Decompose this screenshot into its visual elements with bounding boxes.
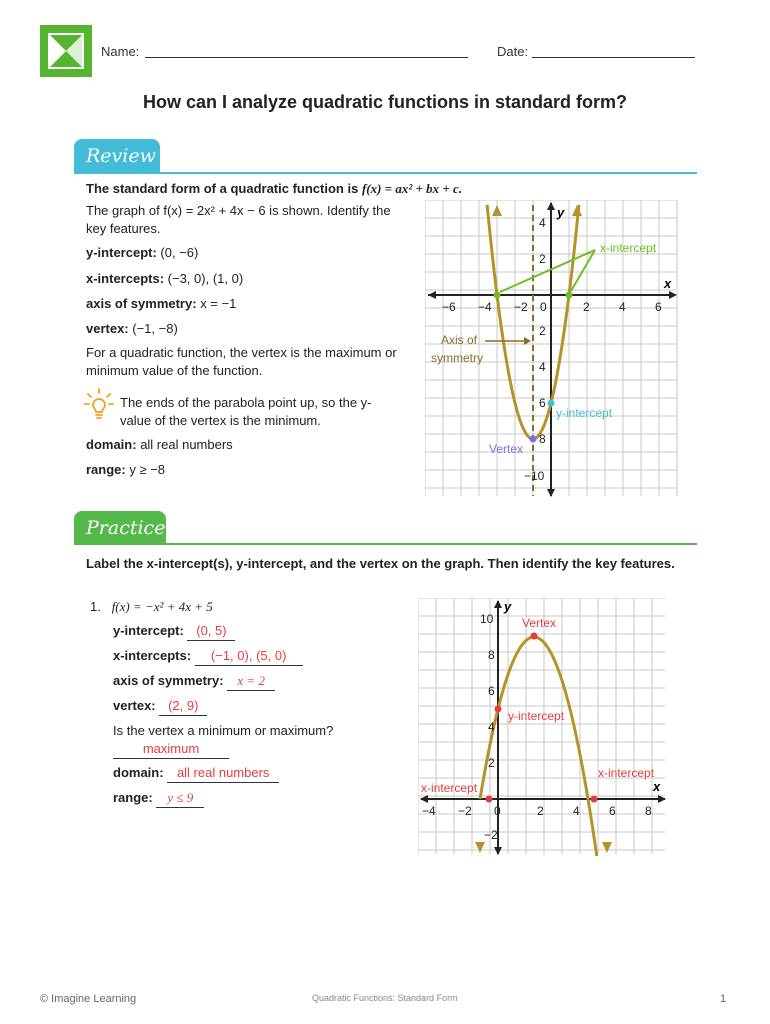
x-intercept-point bbox=[486, 796, 493, 803]
y-tick-label: 2 bbox=[539, 252, 546, 266]
x-intercept-label-left: x-intercept bbox=[421, 781, 478, 795]
x-intercept-point bbox=[566, 292, 573, 299]
review-graph bbox=[425, 200, 680, 498]
y-tick-label: 2 bbox=[488, 756, 495, 770]
y-tick-label: 4 bbox=[539, 216, 546, 230]
graph-intro: The graph of f(x) = 2x² + 4x − 6 is shown. Identify the key features. bbox=[86, 203, 391, 236]
review-vertex: vertex: (−1, −8) bbox=[86, 321, 178, 336]
min-max-answer[interactable]: maximum bbox=[113, 740, 229, 759]
vertex-note: For a quadratic function, the vertex is the maximum or minimum value of the function. bbox=[86, 345, 397, 378]
y-axis-label: y bbox=[504, 599, 512, 614]
x-intercept-label: x-intercept bbox=[600, 241, 657, 255]
y-axis-arrow-down bbox=[494, 847, 502, 855]
x-tick-label: −2 bbox=[514, 300, 528, 314]
x-intercepts-answer[interactable]: (−1, 0), (5, 0) bbox=[195, 647, 303, 666]
problem-1: 1. f(x) = −x² + 4x + 5 bbox=[90, 599, 213, 614]
x-tick-label: 4 bbox=[573, 804, 580, 818]
x-tick-label: −6 bbox=[442, 300, 456, 314]
y-tick-label: 6 bbox=[539, 396, 546, 410]
y-intercept-point bbox=[548, 400, 555, 407]
review-range: range: y ≥ −8 bbox=[86, 462, 166, 477]
x-axis-label: x bbox=[653, 779, 661, 794]
practice-y-intercept: y-intercept: (0, 5) bbox=[113, 622, 235, 641]
footer-title: Quadratic Functions: Standard Form bbox=[312, 993, 458, 1003]
review-x-intercepts: x-intercepts: (−3, 0), (1, 0) bbox=[86, 271, 244, 286]
practice-divider bbox=[74, 543, 697, 545]
imagine-learning-logo bbox=[40, 25, 92, 77]
x-intercept-point bbox=[494, 292, 501, 299]
review-divider bbox=[74, 172, 697, 174]
date-label: Date: bbox=[497, 44, 529, 59]
x-intercept-label-right: x-intercept bbox=[598, 766, 655, 780]
y-tick-label: 8 bbox=[488, 648, 495, 662]
practice-x-intercepts: x-intercepts: (−1, 0), (5, 0) bbox=[113, 647, 303, 666]
review-axis-of-symmetry: axis of symmetry: x = −1 bbox=[86, 296, 237, 311]
y-tick-label: 2 bbox=[539, 324, 546, 338]
x-intercept-pointer-left bbox=[500, 250, 595, 292]
page-title: How can I analyze quadratic functions in standard form? bbox=[142, 92, 628, 112]
x-axis-arrow-left bbox=[428, 291, 436, 299]
name-field[interactable] bbox=[145, 43, 468, 58]
x-tick-label: 0 bbox=[494, 804, 501, 818]
vertex-point bbox=[530, 436, 537, 443]
y-tick-label: −2 bbox=[484, 828, 498, 842]
y-axis-label: y bbox=[557, 205, 565, 220]
lightbulb-icon bbox=[84, 388, 114, 425]
tip-text: The ends of the parabola point up, so the y-value of the vertex is the minimum. bbox=[120, 395, 372, 428]
vertex-point bbox=[531, 633, 538, 640]
page-number: 1 bbox=[720, 993, 727, 1005]
curve-arrow-right bbox=[602, 842, 612, 853]
name-label: Name: bbox=[101, 44, 140, 59]
x-tick-label: 2 bbox=[583, 300, 590, 314]
x-axis-label: x bbox=[664, 276, 672, 291]
practice-graph bbox=[418, 598, 668, 856]
x-intercept-point bbox=[591, 796, 598, 803]
x-tick-label: 2 bbox=[537, 804, 544, 818]
y-intercept-label: y-intercept bbox=[508, 709, 565, 723]
min-max-answer-line bbox=[113, 740, 229, 759]
y-intercept-label: y-intercept bbox=[556, 406, 613, 420]
review-tab: Review bbox=[74, 139, 160, 173]
x-tick-label: 4 bbox=[619, 300, 626, 314]
practice-range: range: y ≤ 9 bbox=[113, 789, 204, 808]
curve-arrow-left bbox=[492, 205, 502, 216]
y-axis-arrow-up bbox=[494, 600, 502, 608]
y-tick-label: 6 bbox=[488, 684, 495, 698]
y-axis-arrow-up bbox=[547, 202, 555, 210]
domain-answer[interactable]: all real numbers bbox=[167, 764, 279, 783]
y-tick-label: 10 bbox=[480, 612, 494, 626]
range-answer[interactable]: y ≤ 9 bbox=[156, 789, 204, 808]
practice-axis-of-symmetry: axis of symmetry: x = 2 bbox=[113, 672, 275, 691]
x-tick-label: −4 bbox=[422, 804, 436, 818]
practice-vertex: vertex: (2, 9) bbox=[113, 697, 207, 716]
vertex-label: Vertex bbox=[522, 616, 557, 630]
y-axis-arrow-down bbox=[547, 489, 555, 497]
min-max-question: Is the vertex a minimum or maximum? bbox=[113, 723, 334, 738]
practice-tab: Practice bbox=[74, 511, 166, 545]
x-tick-label: −4 bbox=[478, 300, 492, 314]
x-tick-label: 6 bbox=[609, 804, 616, 818]
vertex-answer[interactable]: (2, 9) bbox=[159, 697, 207, 716]
vertex-label: Vertex bbox=[489, 442, 524, 456]
axis-of-symmetry-label-1: Axis of bbox=[441, 333, 478, 347]
date-field[interactable] bbox=[532, 43, 695, 58]
x-tick-label: 6 bbox=[655, 300, 662, 314]
footer-copyright: © Imagine Learning bbox=[40, 993, 137, 1005]
standard-form-statement: The standard form of a quadratic function is f(x) = ax² + bx + c. bbox=[86, 181, 463, 196]
y-tick-label: −10 bbox=[524, 469, 545, 483]
y-intercept-answer[interactable]: (0, 5) bbox=[187, 622, 235, 641]
axis-of-symmetry-label-2: symmetry bbox=[431, 351, 483, 365]
review-y-intercept: y-intercept: (0, −6) bbox=[86, 245, 199, 260]
practice-domain: domain: all real numbers bbox=[113, 764, 279, 783]
curve-arrow-right bbox=[572, 205, 582, 216]
x-axis-arrow-right bbox=[669, 291, 677, 299]
x-tick-label: 0 bbox=[540, 300, 547, 314]
x-tick-label: −2 bbox=[458, 804, 472, 818]
axis-answer[interactable]: x = 2 bbox=[227, 672, 275, 691]
curve-arrow-left bbox=[475, 842, 485, 853]
review-domain: domain: all real numbers bbox=[86, 437, 233, 452]
y-tick-label: 8 bbox=[539, 432, 546, 446]
x-tick-label: 8 bbox=[645, 804, 652, 818]
y-intercept-point bbox=[495, 706, 502, 713]
practice-instructions: Label the x-intercept(s), y-intercept, and the vertex on the graph. Then identify the key features. bbox=[86, 556, 675, 571]
y-tick-label: 4 bbox=[539, 360, 546, 374]
y-tick-label: 4 bbox=[488, 720, 495, 734]
